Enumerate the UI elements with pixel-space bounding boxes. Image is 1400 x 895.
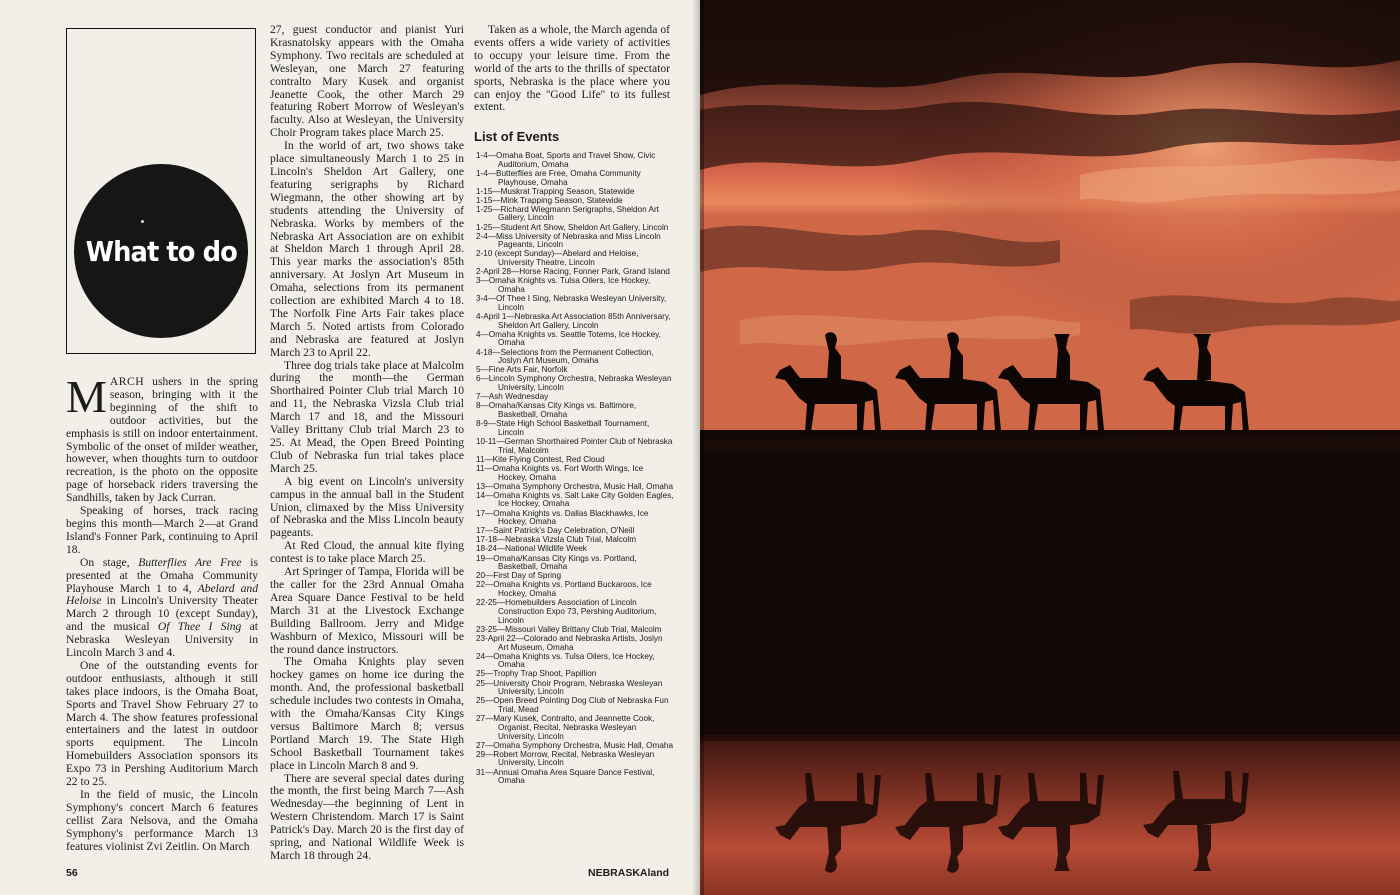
event-item: 1-25—Richard Wiegmann Serigraphs, Sheldon Art Gallery, Lincoln (476, 204, 659, 223)
event-item: 2-4—Miss University of Nebraska and Miss Lincoln Pageants, Lincoln (476, 231, 661, 250)
events-heading: List of Events (474, 129, 560, 144)
event-item: 23-April 22—Colorado and Nebraska Artists, Joslyn Art Museum, Omaha (476, 633, 663, 652)
right-page-photo (700, 0, 1400, 895)
event-item: 24—Omaha Knights vs. Tulsa Oilers, Ice Hockey, Omaha (476, 651, 655, 670)
paragraph: There are several special dates during the month, the first being March 7—Ash Wednesday—the beginning of Lent in Western Christendom. March 17 is Saint Patrick's Day. March 20 is the first day of spring, and National Wildlife Week is March 18 through 24. (270, 771, 464, 862)
paragraph: At Red Cloud, the annual kite flying contest is to take place March 25. (270, 539, 464, 566)
title-run: Abelard and Heloise (66, 581, 258, 608)
paragraph: In the field of music, the Lincoln Symphony's concert March 6 features cellist Zara Nelsova, and the Omaha Symphony's performance March 13 features violinist Zvi Zeitlin. On March (66, 788, 258, 853)
title-box (66, 28, 256, 354)
event-item: 18-24—National Wildlife Week (476, 544, 587, 554)
event-item: 11—Omaha Knights vs. Fort Worth Wings, Ice Hockey, Omaha (476, 463, 644, 482)
event-item: 8-9—State High School Basketball Tournament, Lincoln (476, 419, 650, 437)
event-item: 1-15—Mink Trapping Season, Statewide (476, 195, 623, 205)
event-item: 19—Omaha/Kansas City Kings vs. Portland, Basketball, Omaha (476, 553, 637, 572)
event-item: 1-4—Omaha Boat, Sports and Travel Show, Civic Auditorium, Omaha (476, 151, 656, 169)
paragraph: Speaking of horses, track racing begins this month—March 2—at Grand Island's Fonner Park, continuing to April 18. (66, 504, 258, 556)
paragraph: Art Springer of Tampa, Florida will be the caller for the 23rd Annual Omaha Area Square Dance Festival to be held March 31 at the Livestock Exchange Building Ballroom. Jerry and Midge Washburn of Mexico, Missouri will be the round dance instructors. (270, 565, 464, 656)
lead-word: ARCH (109, 375, 145, 388)
paragraph (66, 557, 258, 660)
event-item: 31—Annual Omaha Area Square Dance Festival, Omaha (476, 767, 655, 786)
page-gutter (692, 0, 704, 895)
paragraph (66, 371, 258, 505)
event-item: 25—Trophy Trap Shoot, Papillion (476, 669, 597, 679)
event-item: 17—Saint Patrick's Day Celebration, O'Neill (476, 526, 635, 536)
text-run: in Lincoln's University Theater March 2 through 10 (except Sunday), and the musical (66, 594, 258, 634)
event-item: 20—First Day of Spring (476, 571, 562, 581)
paragraph: Three dog trials take place at Malcolm during the month—the German Shorthaired Pointer Club trial March 10 and 11, the Nebraska Vizsla Club trial March 17 and 18, and the Missouri Valley Brittany Club trial March 23 to 25. At Mead, the Open Breed Pointing Club of Nebraska fun trial takes place March 25. (270, 358, 464, 475)
title-run: Butterflies Are Free (138, 555, 242, 569)
event-item: 5—Fine Arts Fair, Norfolk (476, 365, 568, 375)
article-column-3 (474, 24, 670, 114)
article-column-1 (66, 371, 258, 854)
title-run: Of Thee I Sing (157, 620, 242, 634)
sunset-riders-photo (700, 0, 1400, 895)
event-item: 11—Kite Flying Contest, Red Cloud (476, 454, 605, 464)
event-item: 29—Robert Morrow, Recital, Nebraska Wesleyan University, Lincoln (476, 749, 655, 768)
event-item: 1-15—Muskrat Trapping Season, Statewide (476, 186, 635, 196)
page-number: 56 (66, 867, 78, 879)
event-item: 27—Mary Kusek, Contralto, and Jeannette Cook, Organist, Recital, Nebraska Wesleyan University, Lincoln (476, 714, 655, 741)
event-item: 25—Open Breed Pointing Dog Club of Nebraska Fun Trial, Mead (476, 696, 669, 715)
event-item: 4-18—Selections from the Permanent Collection, Joslyn Art Museum, Omaha (476, 347, 654, 366)
event-item: 8—Omaha/Kansas City Kings vs. Baltimore, Basketball, Omaha (476, 401, 637, 420)
article-column-2 (270, 24, 464, 863)
paragraph-text: ushers in the spring season, bringing with it the beginning of the shift to outdoor activities, but the emphasis is still on indoor entertainment. Symbolic of the onset of milder weather, however, when thoughts turn to outdoor recreation, is the photo on the opposite page of horseback riders traversing the Sandhills, taken by Jack Curran. (66, 375, 258, 505)
event-item: 13—Omaha Symphony Orchestra, Music Hall, Omaha (476, 481, 674, 491)
text-run: is presented at the Omaha Community Playhouse March 1 to 4, (66, 555, 258, 595)
text-run: On stage, (80, 555, 139, 569)
paragraph: One of the outstanding events for outdoor enthusiasts, although it still takes place indoors, is the Omaha Boat, Sports and Travel Show February 27 to March 4. The show features professional entertainers and the latest in outdoor sports equipment. The Lincoln Homebuilders Association sponsors its Expo 73 in Pershing Auditorium March 22 to 25. (66, 658, 258, 789)
paragraph: Taken as a whole, the March agenda of events offers a wide variety of activities to occupy your leisure time. From the world of the arts to the thrills of spectator sports, Nebraska is the place where you can enjoy the ''Good Life'' to its fullest extent. (474, 23, 670, 114)
event-item: 17-18—Nebraska Vizsla Club Trial, Malcolm (476, 535, 637, 545)
event-item: 23-25—Missouri Valley Brittany Club Trial, Malcolm (476, 624, 662, 634)
event-item: 14—Omaha Knights vs. Salt Lake City Golden Eagles, Ice Hockey, Omaha (476, 490, 674, 509)
event-item: 6—Lincoln Symphony Orchestra, Nebraska Wesleyan University, Lincoln (476, 374, 672, 393)
events-list (474, 152, 674, 786)
paragraph: In the world of art, two shows take place simultaneously March 1 to 25 in Lincoln's Sheldon Art Gallery, one featuring serigraphs by Richard Wiegmann, the other showing art by students attending the University of Nebraska. Works by members of the Nebraska Art Association are on exhibit at Sheldon March 1 through April 28. This year marks the association's 85th anniversary. At Joslyn Art Museum in Omaha, selections from its permanent collection are exhibited March 4 to 18. The Norfolk Fine Arts Fair takes place March 5. Noted artists from Colorado and Nebraska are featured at Joslyn March 23 to April 22. (270, 139, 464, 359)
event-item: 2-April 28—Horse Racing, Fonner Park, Grand Island (476, 267, 670, 277)
event-item: 3—Omaha Knights vs. Tulsa Oilers, Ice Hockey, Omaha (476, 276, 651, 295)
page-title: What to do (85, 234, 237, 268)
event-item: 4-April 1—Nebraska Art Association 85th Anniversary, Sheldon Art Gallery, Lincoln (476, 311, 671, 330)
paragraph: A big event on Lincoln's university campus in the annual ball in the Student Union, climaxed by the Miss University of Nebraska and the Miss Lincoln beauty pageants. (270, 474, 464, 540)
event-item: 22—Omaha Knights vs. Portland Buckaroos, Ice Hockey, Omaha (476, 580, 652, 599)
event-item: 7—Ash Wednesday (476, 392, 549, 402)
event-item: 4—Omaha Knights vs. Seattle Totems, Ice Hockey, Omaha (476, 329, 661, 348)
event-item: 3-4—Of Thee I Sing, Nebraska Wesleyan University, Lincoln (476, 294, 667, 312)
event-item: 22-25—Homebuilders Association of Lincoln Construction Expo 73, Pershing Auditorium, Lincoln (476, 598, 657, 625)
paragraph: 27, guest conductor and pianist Yuri Krasnatolsky appears with the Omaha Symphony. Two recitals are scheduled at Wesleyan, one March 27 featuring contralto Mary Kusek and organist Jeanette Cook, the other March 29 featuring Robert Morrow of Wesleyan's faculty. Also at Wesleyan, the University Choir Program takes place March 25. (270, 23, 464, 140)
event-item: 27—Omaha Symphony Orchestra, Music Hall, Omaha (476, 740, 674, 750)
text-run: at Nebraska Wesleyan University in Lincoln March 3 and 4. (66, 620, 258, 660)
paragraph: The Omaha Knights play seven hockey games on home ice during the month. And, the professional basketball schedule includes two contests in Omaha, with the Omaha/Kansas City Kings versus Baltimore March 8; versus Portland March 19. The State High School Basketball Tournament takes place in Lincoln March 8 and 9. (270, 655, 464, 772)
event-item: 25—University Choir Program, Nebraska Wesleyan University, Lincoln (476, 678, 663, 697)
event-item: 1-25—Student Art Show, Sheldon Art Gallery, Lincoln (476, 222, 669, 232)
event-item: 17—Omaha Knights vs. Dallas Blackhawks, Ice Hockey, Omaha (476, 508, 649, 527)
event-item: 10-11—German Shorthaired Pointer Club of Nebraska Trial, Malcolm (476, 436, 673, 455)
event-item: 1-4—Butterflies are Free, Omaha Community Playhouse, Omaha (476, 168, 641, 187)
circle-dot (141, 220, 144, 223)
event-item: 2-10 (except Sunday)—Abelard and Heloise, University Theatre, Lincoln (476, 249, 639, 268)
title-circle (74, 164, 248, 338)
drop-cap: M (66, 371, 107, 422)
magazine-name: NEBRASKAland (588, 867, 670, 879)
